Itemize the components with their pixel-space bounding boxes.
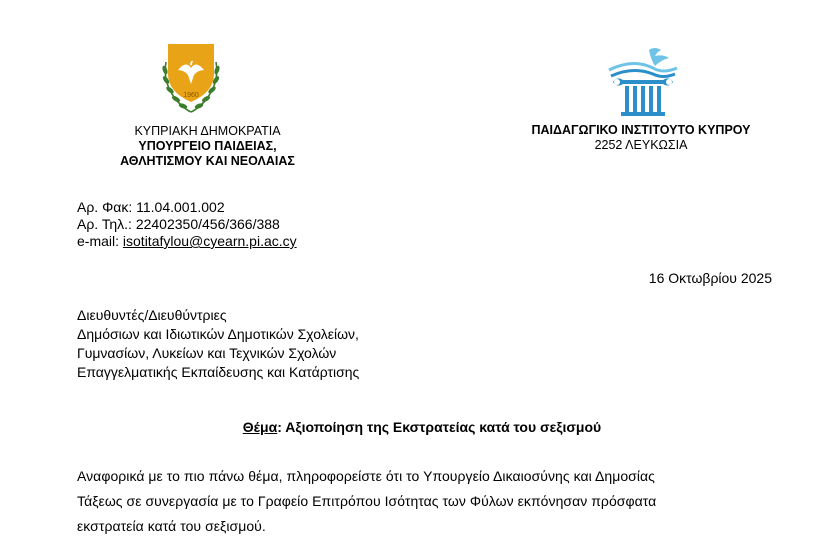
telephone-label: Αρ. Τηλ.: <box>77 216 132 232</box>
cyprus-coat-of-arms-icon <box>160 40 222 118</box>
body-paragraph-line: Τάξεως σε συνεργασία με το Γραφείο Επιτρόπου Ισότητας των Φύλων εκπόνησαν πρόσφατα <box>77 493 657 509</box>
body-paragraph-line: Αναφορικά με το πιο πάνω θέμα, πληροφορείστε ότι το Υπουργείο Δικαιοσύνης και Δημοσίας <box>77 468 655 484</box>
subject-text: : Αξιοποίηση της Εκστρατείας κατά του σεξισμού <box>277 419 602 435</box>
subject-label: Θέμα <box>242 419 278 435</box>
email-line <box>77 233 297 250</box>
telephone-line <box>77 216 280 233</box>
telephone-value: 22402350/456/366/388 <box>135 216 280 232</box>
recipient-line: Γυμνασίων, Λυκείων και Τεχνικών Σχολών <box>77 345 337 361</box>
email-label: e-mail: <box>77 233 120 249</box>
file-number-value: 11.04.001.002 <box>136 199 225 215</box>
ministry-name-line1: ΥΠΟΥΡΓΕΙΟ ΠΑΙΔΕΙΑΣ, <box>138 139 277 153</box>
ministry-name-line2: ΑΘΛΗΤΙΣΜΟΥ ΚΑΙ ΝΕΟΛΑΙΑΣ <box>120 154 295 168</box>
body-paragraph-line: εκστρατεία κατά του σεξισμού. <box>77 518 266 534</box>
pedagogical-institute-column-logo-icon <box>603 44 683 118</box>
republic-name: ΚΥΠΡΙΑΚΗ ΔΗΜΟΚΡΑΤΙΑ <box>134 124 281 138</box>
recipient-line: Δημόσιων και Ιδιωτικών Δημοτικών Σχολείων, <box>77 326 359 342</box>
letter-date: 16 Οκτωβρίου 2025 <box>648 270 772 286</box>
institute-name: ΠΑΙΔΑΓΩΓΙΚΟ ΙΝΣΤΙΤΟΥΤΟ ΚΥΠΡΟΥ <box>531 123 751 137</box>
recipient-line: Επαγγελματικής Εκπαίδευσης και Κατάρτισης <box>77 364 360 380</box>
recipient-line: Διευθυντές/Διευθύντριες <box>77 307 227 323</box>
subject-line <box>77 419 767 435</box>
institute-city: 2252 ΛΕΥΚΩΣΙΑ <box>594 138 688 152</box>
file-number-label: Αρ. Φακ: <box>77 199 133 215</box>
file-number-line <box>77 199 225 216</box>
svg-text:1960: 1960 <box>183 92 199 99</box>
email-link[interactable]: isotitafylou@cyearn.pi.ac.cy <box>122 233 297 249</box>
